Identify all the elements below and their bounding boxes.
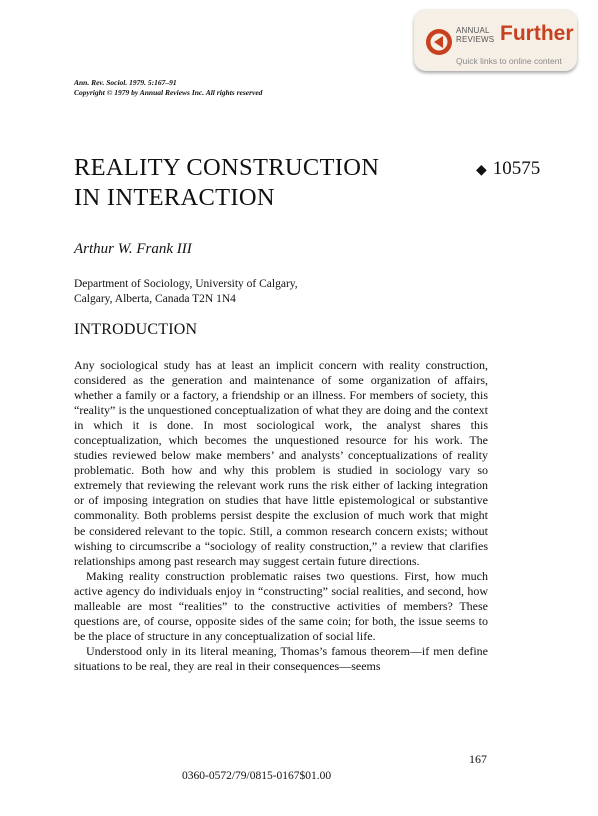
body-paragraph: Any sociological study has at least an implicit concern with reality construction, considered as the generation and maintenance of some organization of affairs, whether a family or a factory, a friendship or an illness. For members of society, this “reality” is the unquestioned conceptualization of what they are doing and the context in which it is done. In most sociological work, the analyst shares this conceptualization, which becomes the unquestioned resource for his work. The studies reviewed below make members’ and analysts’ conceptualizations of reality problematic. Both how and why this problem is studied in sociology vary so extremely that reviewing the relevant work runs the risk either of lacking integration or of imposing integration on studies that have little epistemological or substantive commonality. Both problems persist despite the exclusion of much work that might be considered relevant to the topic. Still, a common research concern exists; without wishing to circumscribe a “sociology of reality construction,” a review that clarifies relationships among past research may suggest certain future directions.: [74, 358, 488, 568]
body-paragraph: Making reality construction problematic raises two questions. First, how much active agency do individuals enjoy in “constructing” social realities, and second, how malleable are most “realities” to the constructive activities of members? These questions are, of course, opposite sides of the same coin; for both, the issue seems to be the place of structure in any conceptualization of social life.: [74, 568, 488, 643]
body-paragraph: Understood only in its literal meaning, Thomas’s famous theorem—if men define situations to be real, they are real in their consequences—seems: [74, 643, 488, 673]
annual-reviews-wordmark: [456, 27, 494, 44]
quick-links-label[interactable]: Quick links to online content: [456, 56, 562, 66]
author-affiliation: [74, 277, 298, 307]
author-name: Arthur W. Frank III: [74, 241, 192, 257]
article-body: [74, 358, 488, 674]
annual-reviews-further-badge[interactable]: [414, 9, 577, 71]
annual-label: ANNUAL: [456, 26, 490, 35]
article-title: [74, 153, 404, 213]
affiliation-line-2: Calgary, Alberta, Canada T2N 1N4: [74, 293, 236, 305]
section-heading: INTRODUCTION: [74, 321, 198, 338]
article-number: [476, 158, 540, 180]
annual-reviews-logo-icon: [424, 27, 454, 57]
reviews-label: REVIEWS: [456, 34, 495, 44]
citation-line-1: Ann. Rev. Sociol. 1979. 5:167–91: [74, 78, 177, 87]
title-line-1: REALITY CONSTRUCTION: [74, 154, 380, 181]
affiliation-line-1: Department of Sociology, University of Calgary,: [74, 278, 298, 290]
diamond-icon: ◆: [476, 163, 487, 178]
document-code: 0360-0572/79/0815-0167$01.00: [182, 770, 332, 782]
citation-line-2: Copyright © 1979 by Annual Reviews Inc. All rights reserved: [74, 88, 263, 97]
title-line-2: IN INTERACTION: [74, 184, 275, 211]
journal-citation: [74, 78, 262, 98]
article-number-value: 10575: [492, 158, 541, 179]
page-number: 167: [469, 752, 487, 766]
further-label[interactable]: Further: [500, 22, 574, 45]
